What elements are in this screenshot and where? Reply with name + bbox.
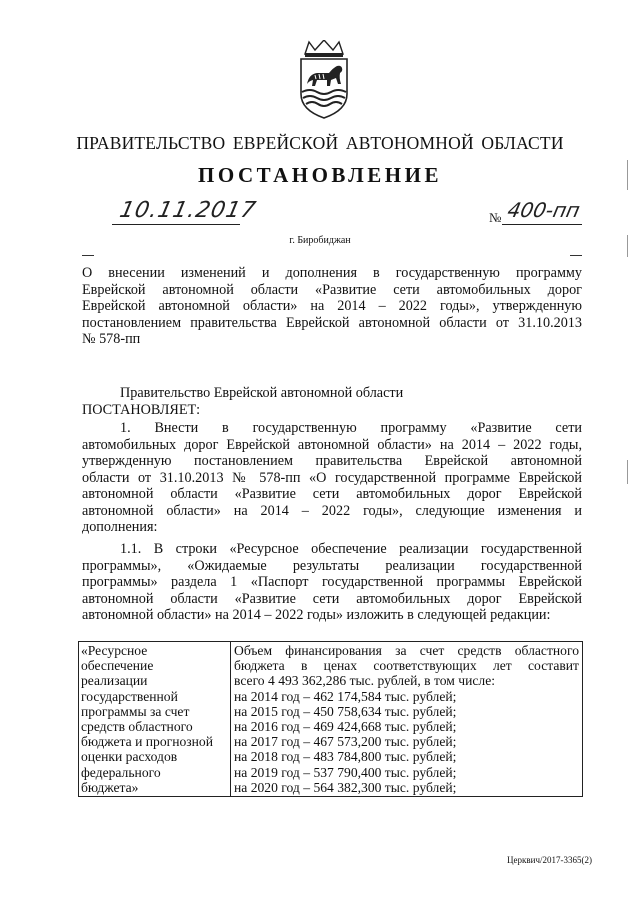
cell-line: оценки расходов: [81, 749, 178, 765]
paragraph-line: утвержденную постановлением правительства Еврейской автономной: [82, 453, 582, 469]
resolves-label: ПОСТАНОВЛЯЕТ:: [82, 401, 201, 418]
cell-line: средств областного: [81, 719, 193, 735]
cell-line: всего 4 493 362,286 тыс. рублей, в том числе:: [234, 673, 496, 689]
cell-line: на 2014 год – 462 174,584 тыс. рублей;: [234, 688, 457, 704]
cell-line: бюджета в ценах соответствующих лет составит: [234, 658, 579, 674]
scan-edge-mark: [627, 160, 628, 190]
scan-edge-mark: [627, 235, 628, 257]
table-row: [79, 642, 583, 797]
paragraph-1: [82, 420, 582, 536]
cell-line: программы за счет: [81, 703, 190, 719]
paragraph-line: автономной области «Развитие сети автомобильных дорог Еврейской: [82, 486, 582, 502]
cell-line: федерального: [81, 764, 161, 780]
cell-line: государственной: [81, 688, 178, 704]
document-type: ПОСТАНОВЛЕНИЕ: [198, 163, 442, 187]
subject-line: постановлением правительства Еврейской автономной области от 31.10.2013: [82, 314, 582, 331]
number-underline: [502, 224, 582, 225]
handwritten-date: 10.11.2017: [117, 198, 259, 223]
table-cell-label: [79, 642, 231, 797]
resource-table: [78, 641, 583, 797]
coat-of-arms-icon: [295, 40, 353, 120]
paragraph-line: программы» раздела 1 «Паспорт государственной программы Еврейской: [82, 574, 582, 590]
government-title: ПРАВИТЕЛЬСТВО ЕВРЕЙСКОЙ АВТОНОМНОЙ ОБЛАСТИ: [76, 133, 564, 153]
paragraph-1-1: [82, 541, 582, 624]
cell-line: на 2015 год – 450 758,634 тыс. рублей;: [234, 703, 457, 719]
cell-line: на 2019 год – 537 790,400 тыс. рублей;: [234, 764, 457, 780]
paragraph-line: автономной области «Развитие сети автомобильных дорог Еврейской: [82, 590, 582, 607]
document-subject: [82, 265, 582, 348]
cell-line: на 2017 год – 467 573,200 тыс. рублей;: [234, 734, 457, 750]
cell-line: на 2018 год – 483 784,800 тыс. рублей;: [234, 749, 457, 765]
city-label: г. Биробиджан: [289, 235, 351, 246]
subject-line: № 578-пп: [82, 331, 141, 347]
cell-line: бюджета»: [81, 779, 139, 795]
cell-line: на 2016 год – 469 424,668 тыс. рублей;: [234, 719, 457, 735]
paragraph-line: автономной области» на 2014 – 2022 годы» изложить в следующей редакции:: [82, 607, 551, 623]
cell-line: «Ресурсное: [81, 643, 148, 658]
paragraph-line: автономной области» на 2014 – 2022 годы», следующие изменения и: [82, 502, 582, 519]
cell-line: реализации: [81, 673, 148, 689]
cell-line: бюджета и прогнозной: [81, 734, 213, 750]
paragraph-line: области от 31.10.2013 № 578-пп «О государственной программе Еврейской: [82, 469, 582, 486]
scan-edge-mark: [627, 460, 628, 484]
paragraph-line: 1. Внести в государственную программу «Развитие сети: [120, 420, 582, 436]
subject-line: Еврейской автономной области «Развитие сети автомобильных дорог: [82, 281, 582, 298]
paragraph-line: 1.1. В строки «Ресурсное обеспечение реализации государственной: [120, 541, 582, 557]
date-underline: [112, 224, 240, 225]
document-code: Церквич/2017-3365(2): [507, 855, 592, 865]
table-cell-value: [231, 642, 583, 797]
subject-line: Еврейской автономной области» на 2014 – 2022 годы», утвержденную: [82, 298, 582, 314]
cell-line: Объем финансирования за счет средств областного: [234, 643, 579, 658]
intro-block: [82, 385, 582, 418]
corner-tick-right: [570, 255, 582, 256]
cell-line: на 2020 год – 564 382,300 тыс. рублей;: [234, 779, 457, 795]
intro-line: Правительство Еврейской автономной области: [120, 385, 404, 401]
paragraph-line: автомобильных дорог Еврейской автономной области» на 2014 – 2022 годы,: [82, 436, 582, 453]
corner-tick-left: [82, 255, 94, 256]
subject-line: О внесении изменений и дополнения в государственную программу: [82, 265, 582, 281]
number-sign: №: [489, 210, 502, 225]
handwritten-number: 400-пп: [505, 198, 583, 222]
paragraph-line: дополнения:: [82, 519, 158, 535]
paragraph-line: программы», «Ожидаемые результаты реализации государственной: [82, 557, 582, 574]
cell-line: обеспечение: [81, 658, 154, 674]
